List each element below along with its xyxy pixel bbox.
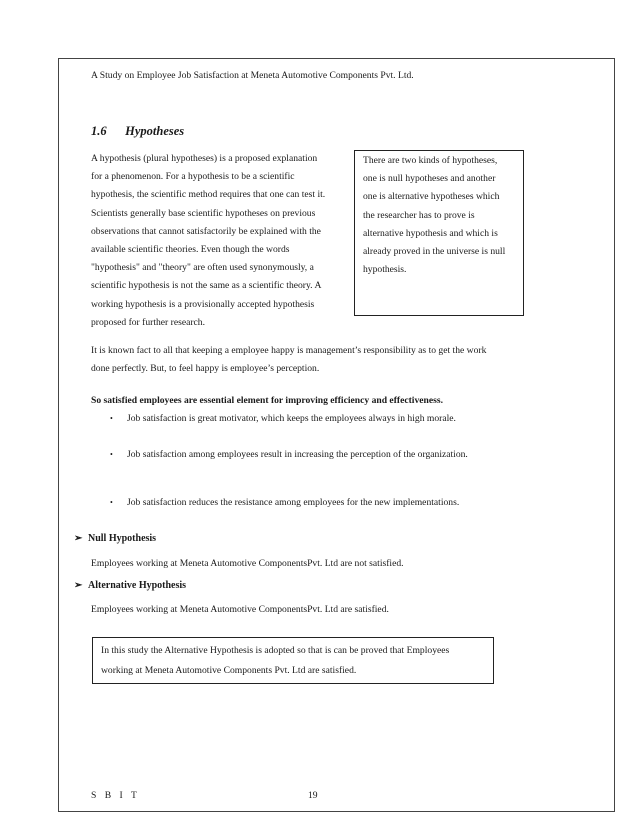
known-fact-paragraph — [91, 342, 521, 378]
text-line: In this study the Alternative Hypothesis is adopted so that is can be proved that Employees — [101, 645, 450, 656]
text-line: hypothesis. — [363, 264, 407, 276]
text-line: hypothesis, the scientific method requires that one can test it. — [91, 189, 326, 201]
text-line: one is alternative hypotheses which — [363, 191, 500, 203]
text-line: "hypothesis" and "theory" are often used synonymously, a — [91, 262, 314, 274]
text-line: Scientists generally base scientific hypotheses on previous — [91, 207, 316, 219]
satisfied-employees-heading: So satisfied employees are essential element for improving efficiency and effectiveness. — [91, 395, 443, 406]
text-line: working hypothesis is a provisionally accepted hypothesis — [91, 298, 315, 310]
text-line: for a phenomenon. For a hypothesis to be a scientific — [91, 171, 295, 183]
bullet-icon: • — [110, 498, 113, 507]
bullet-icon: • — [110, 450, 113, 459]
text-line: A hypothesis (plural hypotheses) is a proposed explanation — [91, 153, 318, 164]
text-line: done perfectly. But, to feel happy is employee’s perception. — [91, 363, 320, 375]
text-line: observations that cannot satisfactorily be explained with the — [91, 225, 321, 237]
list-item-text: Job satisfaction reduces the resistance among employees for the new implementations. — [127, 497, 460, 508]
alternative-hypothesis-heading — [74, 580, 186, 591]
hypothesis-definition — [91, 150, 344, 332]
text-line: scientific hypothesis is not the same as a scientific theory. A — [91, 280, 322, 292]
text-line: available scientific theories. Even though the words — [91, 244, 290, 256]
bullet-icon: • — [110, 414, 113, 423]
text-line: proposed for further research. — [91, 316, 206, 328]
null-hypothesis-heading — [74, 533, 156, 544]
text-line: working at Meneta Automotive Components Pvt. Ltd are satisfied. — [101, 665, 357, 676]
arrow-bullet-icon: ➢ — [74, 533, 83, 544]
null-hypothesis-text: Employees working at Meneta Automotive ComponentsPvt. Ltd are not satisfied. — [91, 558, 404, 569]
footer-institute: S B I T — [91, 790, 140, 801]
page-header: A Study on Employee Job Satisfaction at Meneta Automotive Components Pvt. Ltd. — [91, 70, 414, 81]
alternative-hypothesis-text: Employees working at Meneta Automotive ComponentsPvt. Ltd are satisfied. — [91, 604, 389, 615]
section-title: Hypotheses — [125, 124, 185, 138]
text-line: the researcher has to prove is — [363, 209, 475, 221]
heading-text: Null Hypothesis — [88, 533, 157, 544]
heading-text: Alternative Hypothesis — [88, 580, 187, 591]
text-line: It is known fact to all that keeping a employee happy is management’s responsibility as to get the work — [91, 345, 487, 356]
section-heading — [91, 124, 184, 139]
list-item — [110, 413, 456, 424]
list-item — [110, 449, 468, 460]
arrow-bullet-icon: ➢ — [74, 580, 83, 591]
hypotheses-kinds-box — [354, 150, 524, 316]
list-item — [110, 497, 459, 508]
text-line: alternative hypothesis and which is — [363, 227, 498, 239]
list-item-text: Job satisfaction is great motivator, which keeps the employees always in high morale. — [127, 413, 456, 424]
text-line: There are two kinds of hypotheses, — [363, 155, 498, 166]
section-number: 1.6 — [91, 124, 107, 138]
text-line: one is null hypotheses and another — [363, 173, 496, 185]
list-item-text: Job satisfaction among employees result in increasing the perception of the organization. — [127, 449, 468, 460]
page-number: 19 — [308, 790, 318, 801]
conclusion-note-box — [92, 637, 494, 684]
text-line: already proved in the universe is null — [363, 246, 506, 258]
